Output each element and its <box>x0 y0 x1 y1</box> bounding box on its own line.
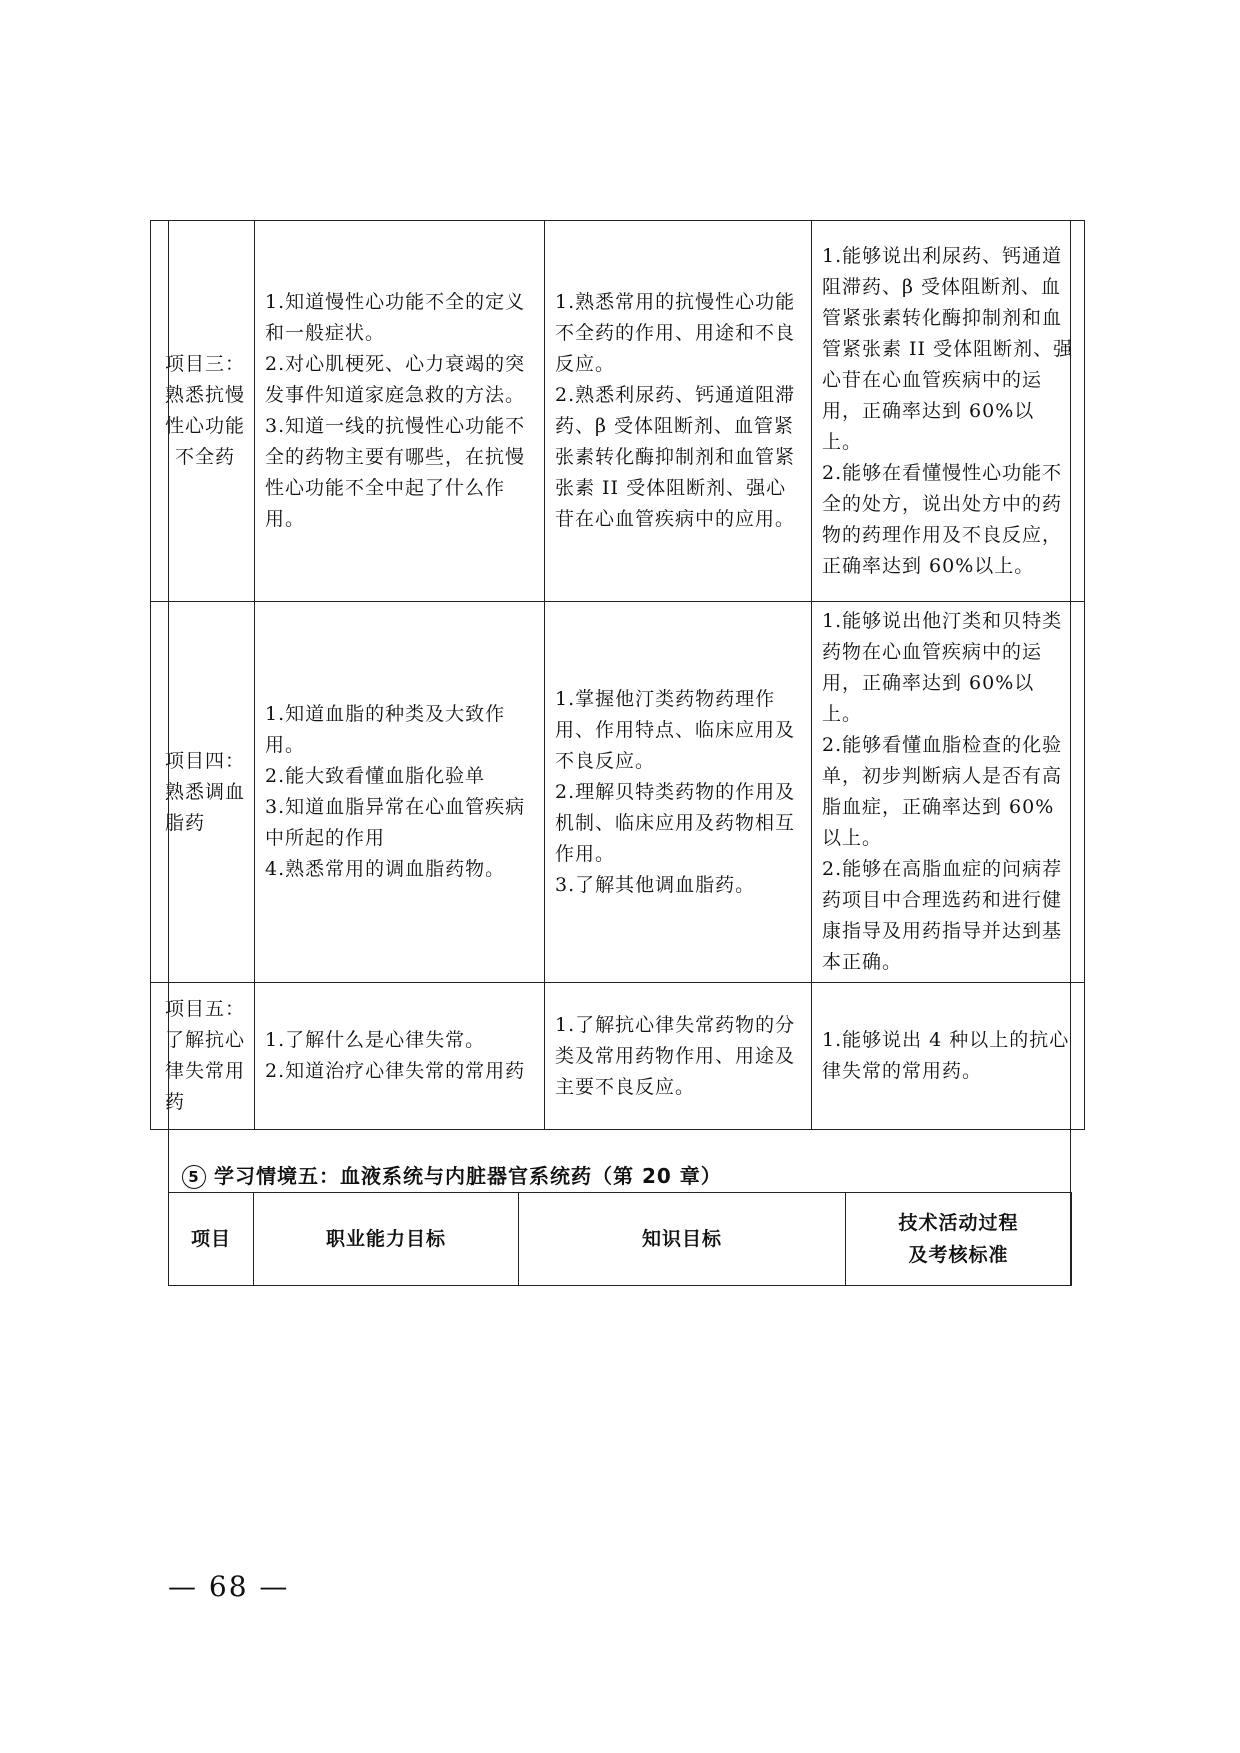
curriculum-table <box>150 220 1085 1130</box>
frame-line <box>1070 220 1071 1286</box>
ability-cell: 1.知道慢性心功能不全的定义和一般症状。 2.对心肌梗死、心力衰竭的突发事件知道家庭急救的方法。 3.知道一线的抗慢性心功能不全的药物主要有哪些，在抗慢性心功能不全中起了什么作用。 <box>255 221 545 602</box>
column-header-standard: 技术活动过程 及考核标准 <box>846 1193 1072 1286</box>
header-row <box>169 1193 1072 1286</box>
column-header-ability: 职业能力目标 <box>254 1193 519 1286</box>
table-row <box>151 221 1085 602</box>
ability-cell: 1.了解什么是心律失常。 2.知道治疗心律失常的常用药 <box>255 983 545 1130</box>
knowledge-cell: 1.了解抗心律失常药物的分类及常用药物作用、用途及主要不良反应。 <box>545 983 812 1130</box>
column-header-knowledge: 知识目标 <box>519 1193 846 1286</box>
table-row <box>151 602 1085 983</box>
standard-cell: 1.能够说出 4 种以上的抗心律失常的常用药。 <box>812 983 1085 1130</box>
project-cell: 项目三： 熟悉抗慢 性心功能 不全药 <box>151 221 255 602</box>
knowledge-cell: 1.熟悉常用的抗慢性心功能不全药的作用、用途和不良反应。 2.熟悉利尿药、钙通道阻滞药、β 受体阻断剂、血管紧张素转化酶抑制剂和血管紧张素 II 受体阻断剂、强心苷在心血管疾病中的应用。 <box>545 221 812 602</box>
column-header-project: 项目 <box>169 1193 254 1286</box>
standard-cell: 1.能够说出利尿药、钙通道阻滞药、β 受体阻断剂、血管紧张素转化酶抑制剂和血管紧张素 II 受体阻断剂、强心苷在心血管疾病中的运用，正确率达到 60%以上。 2.能够在看懂慢性心功能不全的处方，说出处方中的药物的药理作用及不良反应，正确率达到 60%以上。 <box>812 221 1085 602</box>
section-heading-text: 学习情境五：血液系统与内脏器官系统药（第 20 章） <box>214 1164 722 1188</box>
circled-number: 5 <box>182 1165 206 1189</box>
page-number: — 68 — <box>168 1570 290 1603</box>
knowledge-cell: 1.掌握他汀类药物药理作用、作用特点、临床应用及不良反应。 2.理解贝特类药物的作用及机制、临床应用及药物相互作用。 3.了解其他调血脂药。 <box>545 602 812 983</box>
section-header-table <box>168 1192 1072 1286</box>
frame-line <box>168 220 169 1286</box>
project-cell: 项目四： 熟悉调血 脂药 <box>151 602 255 983</box>
project-cell: 项目五： 了解抗心 律失常用 药 <box>151 983 255 1130</box>
standard-cell: 1.能够说出他汀类和贝特类药物在心血管疾病中的运用，正确率达到 60%以上。 2.能够看懂血脂检查的化验单，初步判断病人是否有高脂血症，正确率达到 60%以上。 2.能够在高脂血症的问病荐药项目中合理选药和进行健康指导及用药指导并达到基本正确。 <box>812 602 1085 983</box>
table-row <box>151 983 1085 1130</box>
section-heading <box>182 1160 722 1189</box>
ability-cell: 1.知道血脂的种类及大致作用。 2.能大致看懂血脂化验单 3.知道血脂异常在心血管疾病中所起的作用 4.熟悉常用的调血脂药物。 <box>255 602 545 983</box>
